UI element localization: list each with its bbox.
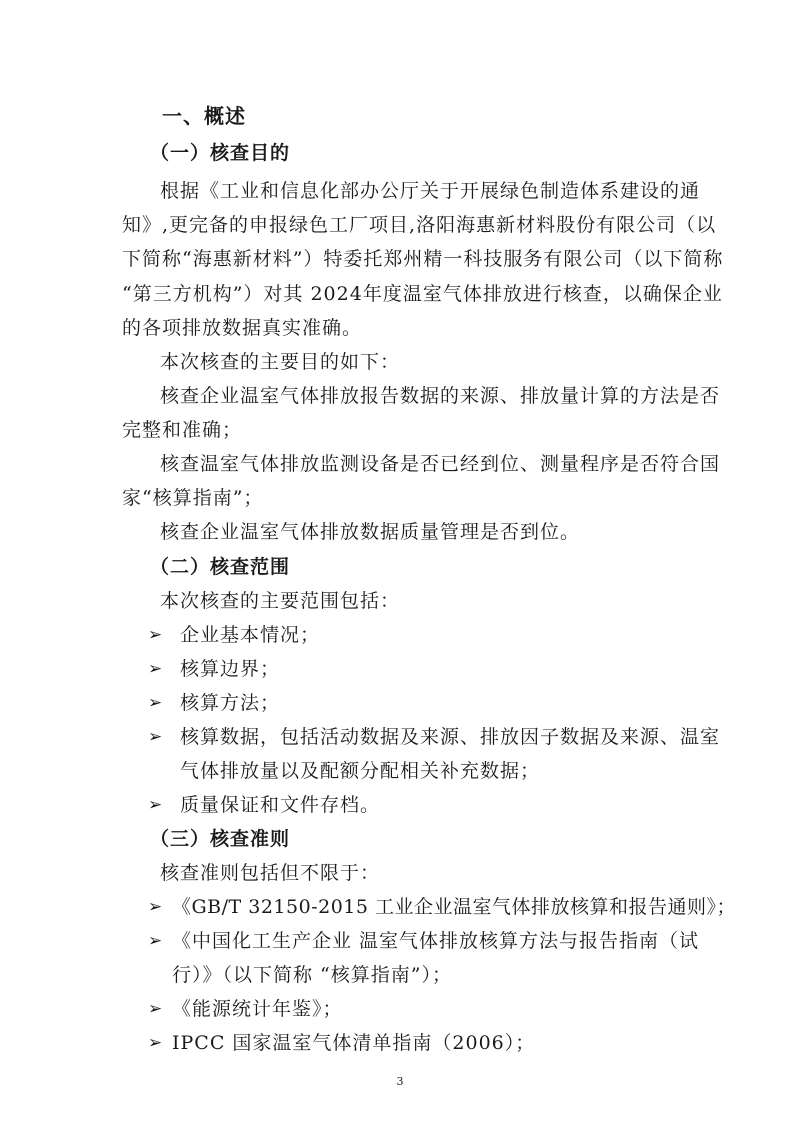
list-item: 质量保证和文件存档。 (180, 794, 381, 816)
sub3-intro: 核查准则包括但不限于： (160, 862, 381, 884)
bullet-icon: ➢ (148, 693, 163, 713)
para1-line-5: 的各项排放数据真实准确。 (122, 317, 363, 339)
bullet-icon: ➢ (148, 999, 163, 1019)
para1-line-4: “第三方机构”）对其 2024年度温室气体排放进行核查，以确保企业 (122, 283, 723, 305)
page-number: 3 (396, 1075, 404, 1088)
list-item: 《中国化工生产企业 温室气体排放核算方法与报告指南（试 (172, 930, 700, 952)
para1-line-3: 下简称“海惠新材料”）特委托郑州精一科技服务有限公司（以下简称 (122, 248, 724, 270)
list-item-continuation: 行）》（以下简称 “核算指南”）； (172, 964, 452, 986)
list-item: 《能源统计年鉴》； (172, 998, 343, 1020)
bullet-icon: ➢ (148, 897, 163, 917)
section-heading: 一、概述 (162, 104, 246, 128)
sub1-heading: （一）核查目的 (150, 142, 291, 164)
bullet-icon: ➢ (148, 659, 163, 679)
list-item: 企业基本情况； (180, 624, 321, 646)
list-item: 核算边界； (180, 658, 281, 680)
sub3-heading: （三）核查准则 (150, 828, 291, 850)
bullet-icon: ➢ (148, 1033, 163, 1053)
list-item: 《GB/T 32150-2015 工业企业温室气体排放核算和报告通则》； (172, 896, 737, 918)
bullet-icon: ➢ (148, 625, 163, 645)
bullet-icon: ➢ (148, 795, 163, 815)
para1-line-1: 根据《工业和信息化部办公厅关于开展绿色制造体系建设的通 (160, 180, 701, 202)
list-item: 核算数据，包括活动数据及来源、排放因子数据及来源、温室 (180, 726, 721, 748)
list-item-continuation: 气体排放量以及配额分配相关补充数据； (180, 760, 541, 782)
para4-line-2: 家“核算指南”； (122, 487, 264, 509)
bullet-icon: ➢ (148, 931, 163, 951)
para4-line-1: 核查温室气体排放监测设备是否已经到位、测量程序是否符合国 (160, 453, 721, 475)
para5: 核查企业温室气体排放数据质量管理是否到位。 (160, 521, 581, 543)
bullet-icon: ➢ (148, 727, 163, 747)
list-item: IPCC 国家温室气体清单指南（2006）； (172, 1032, 536, 1054)
list-item: 核算方法； (180, 692, 281, 714)
para3-line-1: 核查企业温室气体排放报告数据的来源、排放量计算的方法是否 (160, 385, 721, 407)
para2: 本次核查的主要目的如下： (160, 351, 401, 373)
para1-line-2: 知》,更完备的申报绿色工厂项目,洛阳海惠新材料股份有限公司（以 (122, 214, 717, 236)
sub2-intro: 本次核查的主要范围包括： (160, 590, 401, 612)
para3-line-2: 完整和准确； (122, 419, 243, 441)
sub2-heading: （二）核查范围 (150, 556, 291, 578)
